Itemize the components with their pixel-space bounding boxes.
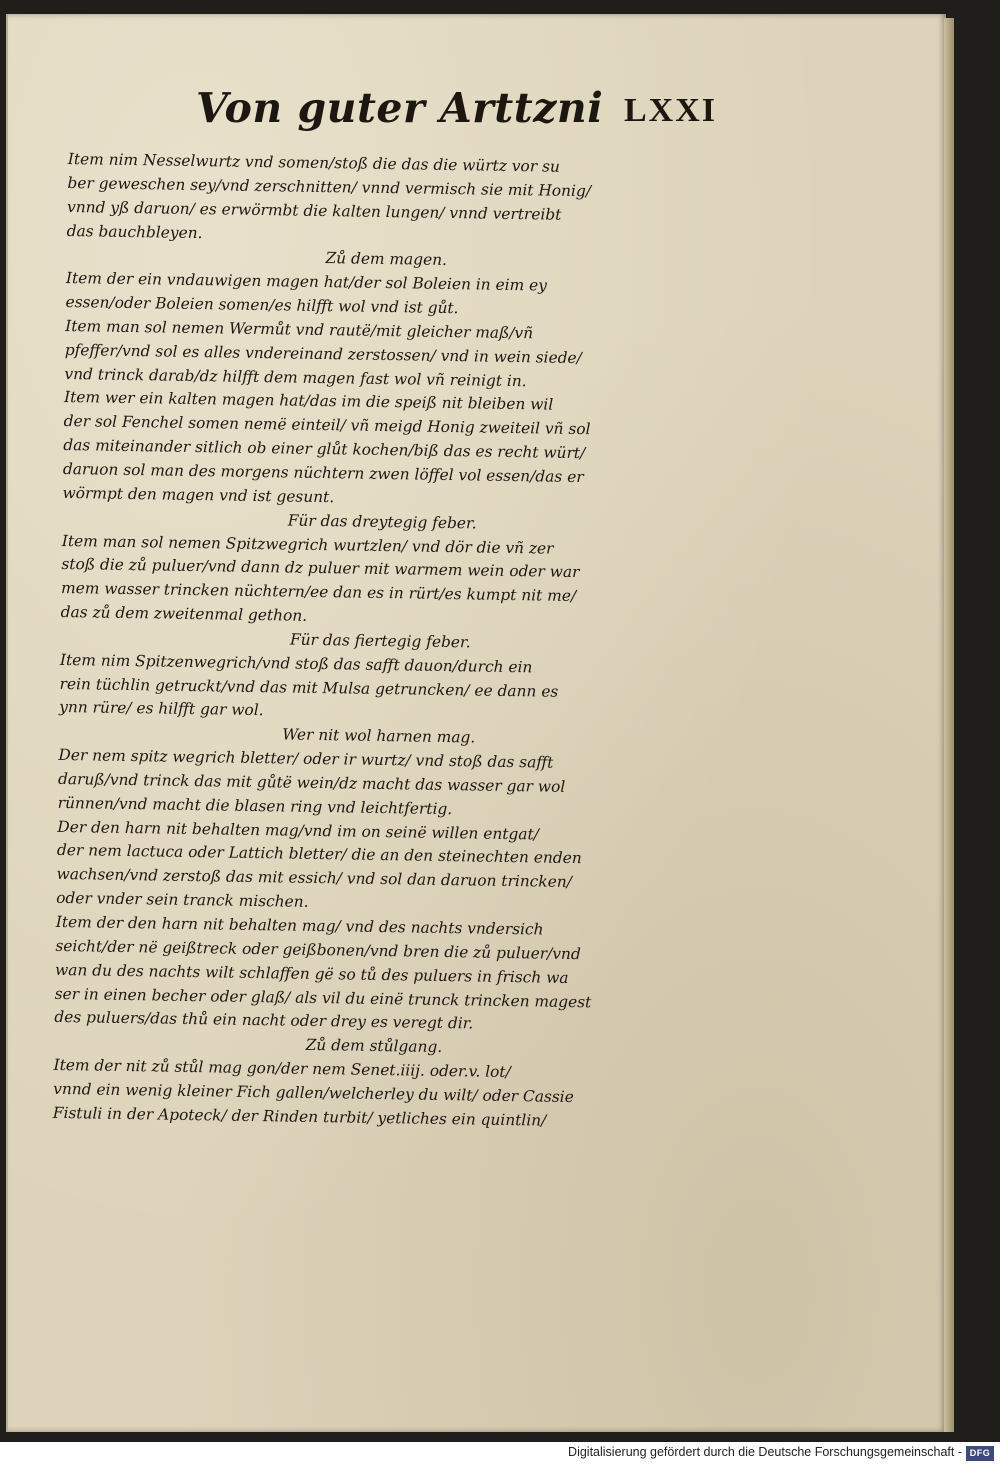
dfg-logo: DFG xyxy=(966,1446,994,1461)
text-line: das bauchbleyen. xyxy=(66,221,203,242)
text-line: stoß die zů puluer/vnd dann dz puluer mit warmem wein oder war xyxy=(61,555,580,582)
text-line: der sol Fenchel somen nemë einteil/ vñ meigd Honig zweiteil vñ sol xyxy=(63,412,591,439)
text-line: Der den harn nit behalten mag/vnd im on seinë willen entgat/ xyxy=(57,817,540,844)
text-line: vnnd yß daruon/ es erwörmbt die kalten lungen/ vnnd vertreibt xyxy=(66,197,562,224)
text-line: Item wer ein kalten magen hat/das im die speiß nit bleiben wil xyxy=(63,388,554,415)
text-line: daruß/vnd trinck das mit gůtë wein/dz macht das wasser gar wol xyxy=(57,769,566,796)
text-line: das zů dem zweitenmal gethon. xyxy=(60,602,308,625)
book-page xyxy=(6,14,946,1432)
text-line: ser in einen becher oder glaß/ als vil du einë trunck trincken magest xyxy=(54,984,592,1011)
text-line: des puluers/das thů ein nacht oder drey es veregt dir. xyxy=(54,1008,474,1033)
section-heading: Wer nit wol harnen mag. xyxy=(282,725,476,747)
text-line: Item der ein vndauwigen magen hat/der sol Boleien in eim ey xyxy=(65,269,548,295)
section-heading: Für das fiertegig feber. xyxy=(289,630,471,652)
text-line: rünnen/vnd macht die blasen ring vnd leichtfertig. xyxy=(57,793,453,818)
text-line: Item der nit zů stůl mag gon/der nem Senet.iiij. oder.v. lot/ xyxy=(53,1055,511,1082)
running-title: Von guter Arttzni xyxy=(196,84,604,132)
text-line: Item nim Nesselwurtz vnd somen/stoß die das die würtz vor su xyxy=(67,149,560,176)
text-line: das miteinander sitlich ob einer glůt kochen/biß das es recht würt/ xyxy=(63,436,586,463)
section-heading: Zů dem magen. xyxy=(325,249,448,270)
text-line: oder vnder sein tranck mischen. xyxy=(56,889,309,912)
text-line: Item man sol nemen Wermůt vnd rautë/mit gleicher maß/vñ xyxy=(65,316,534,343)
text-line: wörmpt den magen vnd ist gesunt. xyxy=(62,483,335,507)
text-line: ber geweschen sey/vnd zerschnitten/ vnnd vermisch sie mit Honig/ xyxy=(67,173,592,201)
text-line: Item nim Spitzenwegrich/vnd stoß das safft dauon/durch ein xyxy=(59,650,533,677)
text-line: vnd trinck darab/dz hilfft dem magen fast wol vñ reinigt in. xyxy=(64,364,527,390)
text-line: wan du des nachts wilt schlaffen gë so tů des puluers in frisch wa xyxy=(54,960,569,987)
text-line: mem wasser trincken nüchtern/ee dan es in rürt/es kumpt nit me/ xyxy=(60,579,577,606)
text-line: Der nem spitz wegrich bletter/ oder ir wurtz/ vnd stoß das safft xyxy=(58,746,554,772)
funding-credit: Digitalisierung gefördert durch die Deutsche Forschungsgemeinschaft - xyxy=(568,1445,962,1459)
text-line: essen/oder Boleien somen/es hilfft wol vnd ist gůt. xyxy=(65,293,459,318)
text-line: pfeffer/vnd sol es alles vndereinand zerstossen/ vnd in wein siede/ xyxy=(64,340,582,367)
section-heading: Zů dem stůlgang. xyxy=(305,1036,443,1057)
footer-bar xyxy=(0,1442,1000,1465)
text-line: vnnd ein wenig kleiner Fich gallen/welcherley du wilt/ oder Cassie xyxy=(53,1079,574,1106)
text-line: seicht/der në geißtreck oder geißbonen/vnd bren die zů puluer/vnd xyxy=(55,936,581,963)
text-block xyxy=(53,148,718,1136)
text-line: ynn rüre/ es hilfft gar wol. xyxy=(59,698,264,720)
text-line: rein tüchlin getruckt/vnd das mit Mulsa getruncken/ ee dann es xyxy=(59,674,559,701)
section-heading: Für das dreytegig feber. xyxy=(287,511,477,533)
text-line: der nem lactuca oder Lattich bletter/ die an den steinechten enden xyxy=(56,841,582,868)
page-edge xyxy=(944,18,954,1432)
text-line: wachsen/vnd zerstoß das mit essich/ vnd sol dan daruon trincken/ xyxy=(56,865,573,892)
text-line: Item man sol nemen Spitzwegrich wurtzlen/ vnd dör die vñ zer xyxy=(61,531,554,558)
text-line: Fistuli in der Apoteck/ der Rinden turbit/ yetliches ein quintlin/ xyxy=(52,1103,547,1130)
text-line: Item der den harn nit behalten mag/ vnd des nachts vndersich xyxy=(55,912,544,939)
page-header xyxy=(196,84,716,144)
folio-number: LXXI xyxy=(624,92,718,129)
text-line: daruon sol man des morgens nüchtern zwen löffel vol essen/das er xyxy=(62,459,584,487)
